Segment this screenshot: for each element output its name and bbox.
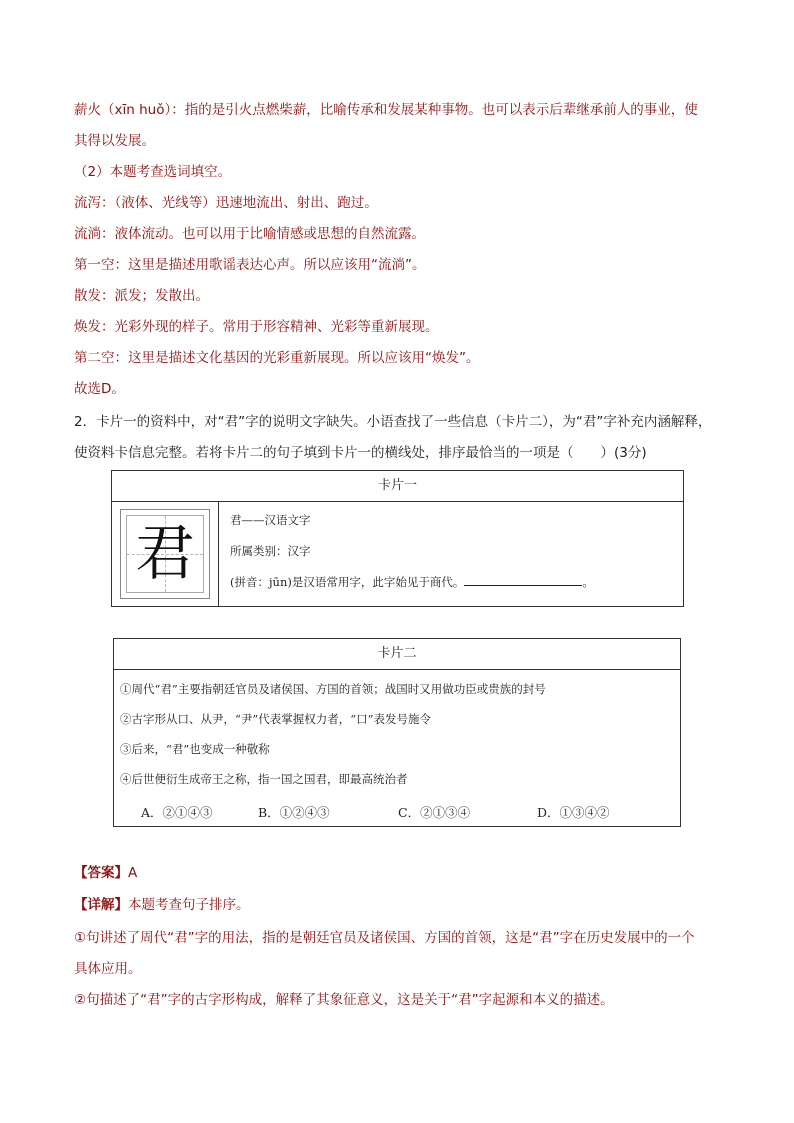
explanation-line-4: ②句描述了“君”字的古字形构成，解释了其象征意义，这是关于“君”字起源和本义的描述。 bbox=[74, 992, 614, 1008]
card-one-divider bbox=[218, 501, 219, 606]
option-c: C．②①③④ bbox=[398, 805, 471, 820]
paragraph-blank-2: 第二空：这里是描述文化基因的光彩重新展现。所以应该用“焕发”。 bbox=[74, 350, 480, 366]
answer-line bbox=[74, 864, 724, 882]
paragraph-subquestion-2: （2）本题考查选词填空。 bbox=[74, 164, 232, 180]
card-two-item-2: ②古字形从口、从尹，“尹”代表掌握权力者，“口”表发号施令 bbox=[120, 712, 432, 726]
paragraph-xinhuo-2: 其得以发展。 bbox=[74, 133, 155, 149]
paragraph-liutang: 流淌：液体流动。也可以用于比喻情感或思想的自然流露。 bbox=[74, 226, 425, 242]
card-two-item-4: ④后世便衍生成帝王之称，指一国之国君，即最高统治者 bbox=[120, 772, 408, 786]
explanation-line-3: 具体应用。 bbox=[74, 961, 142, 977]
card-one-line-2: 所属类别：汉字 bbox=[230, 544, 311, 558]
card-one-line-3 bbox=[230, 574, 594, 590]
paragraph-huanfa: 焕发：光彩外现的样子。常用于形容精神、光彩等重新展现。 bbox=[74, 319, 439, 335]
card-one bbox=[111, 470, 684, 607]
card-one-line-1: 君——汉语文字 bbox=[230, 513, 311, 527]
fill-blank-line bbox=[464, 574, 582, 586]
card-two-item-3: ③后来，“君”也变成一种敬称 bbox=[120, 742, 270, 756]
big-character: 君 bbox=[135, 519, 195, 589]
question-2-line-2: 使资料卡信息完整。若将卡片二的句子填到卡片一的横线处，排序最恰当的一项是（ ）(3分) bbox=[74, 445, 647, 461]
paragraph-liuxie: 流泻：（液体、光线等）迅速地流出、射出、跑过。 bbox=[74, 195, 378, 211]
character-grid bbox=[120, 509, 210, 599]
option-b: B．①②④③ bbox=[258, 805, 330, 820]
card-one-line-3-text: (拼音：jūn)是汉语常用字，此字始见于商代。 bbox=[230, 575, 465, 589]
paragraph-sanfa: 散发：派发；发散出。 bbox=[74, 288, 209, 304]
explanation-line-2: ①句讲述了周代“君”字的用法，指的是朝廷官员及诸侯国、方国的首领，这是“君”字在历史发展中的一个 bbox=[74, 930, 695, 946]
answer-value: A bbox=[128, 865, 138, 881]
explanation-line-1 bbox=[74, 896, 724, 914]
card-one-title: 卡片一 bbox=[112, 471, 683, 502]
card-two bbox=[113, 638, 681, 827]
answer-label: 【答案】 bbox=[74, 865, 128, 881]
paragraph-blank-1: 第一空：这里是描述用歌谣表达心声。所以应该用“流淌”。 bbox=[74, 257, 426, 273]
explanation-text-1: 本题考查句子排序。 bbox=[128, 897, 250, 913]
option-a: A．②①④③ bbox=[141, 805, 213, 820]
question-2-line-1: 2．卡片一的资料中，对“君”字的说明文字缺失。小语查找了一些信息（卡片二），为“君”字补充内涵解释， bbox=[74, 414, 712, 430]
paragraph-answer-d: 故选D。 bbox=[74, 381, 125, 397]
card-two-item-1: ①周代“君”主要指朝廷官员及诸侯国、方国的首领；战国时又用做功臣或贵族的封号 bbox=[120, 682, 546, 696]
option-d: D．①③④② bbox=[537, 805, 610, 820]
card-two-title: 卡片二 bbox=[114, 639, 680, 670]
card-one-line-3-end: 。 bbox=[582, 575, 594, 589]
paragraph-xinhuo-1: 薪火（xīn huǒ）：指的是引火点燃柴薪，比喻传承和发展某种事物。也可以表示后辈继承前人的事业，使 bbox=[74, 102, 698, 118]
explanation-label: 【详解】 bbox=[74, 897, 128, 913]
